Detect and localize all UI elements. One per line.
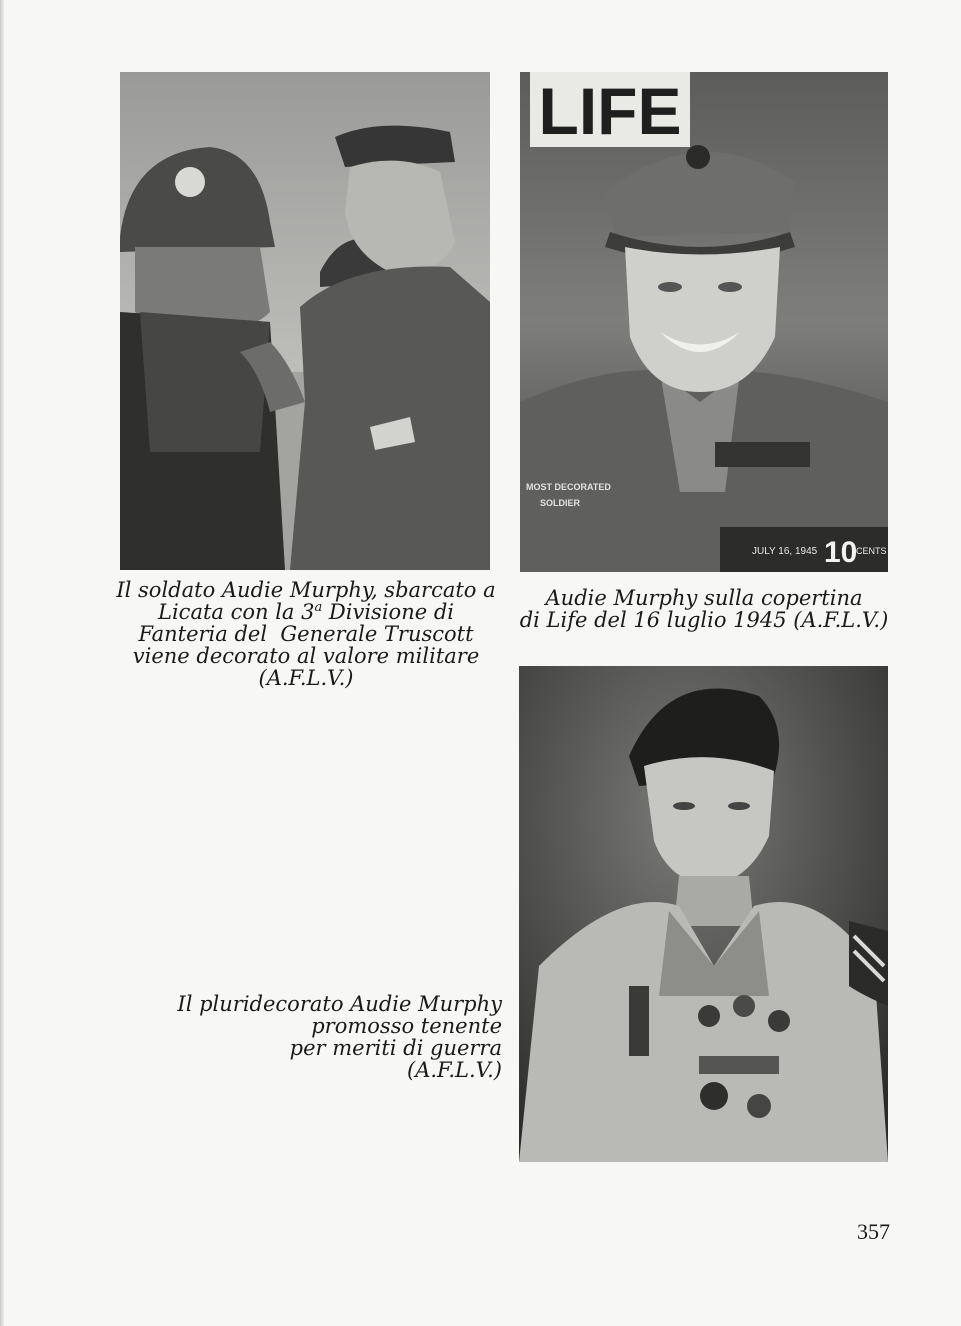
life-masthead: LIFE <box>538 74 682 148</box>
caption-line: di Life del 16 luglio 1945 (A.F.L.V.) <box>519 608 889 632</box>
caption-line: per meriti di guerra <box>289 1036 502 1060</box>
caption-life-cover <box>507 587 901 631</box>
caption-text: Licata con la 3 <box>158 600 315 624</box>
caption-superscript: a <box>314 600 323 615</box>
caption-line: Fanteria del Generale Truscott <box>138 622 474 646</box>
photo-life-cover <box>520 72 888 572</box>
photo-murphy-decoration <box>120 72 490 570</box>
caption-decoration <box>110 579 502 689</box>
caption-line: Audie Murphy sulla copertina <box>545 586 863 610</box>
photo-murphy-portrait <box>519 666 888 1162</box>
caption-text: Divisione di <box>322 600 454 624</box>
caption-line <box>110 601 502 623</box>
page-edge-shadow <box>0 0 4 1326</box>
caption-line: Il soldato Audie Murphy, sbarcato a <box>116 578 496 602</box>
cover-price-number: 10 <box>824 536 858 569</box>
cover-line-most-decorated: MOST DECORATED <box>526 482 611 492</box>
cover-line-soldier: SOLDIER <box>540 498 581 508</box>
cover-issue-date: JULY 16, 1945 <box>752 546 818 557</box>
caption-line: (A.F.L.V.) <box>258 666 354 690</box>
caption-line: promosso tenente <box>311 1014 502 1038</box>
page-number: 357 <box>857 1219 890 1244</box>
caption-portrait <box>150 993 502 1081</box>
caption-line: viene decorato al valore militare <box>132 644 480 668</box>
cover-price-unit: CENTS <box>856 546 887 556</box>
caption-line: (A.F.L.V.) <box>407 1058 502 1082</box>
caption-line: Il pluridecorato Audie Murphy <box>177 992 502 1016</box>
